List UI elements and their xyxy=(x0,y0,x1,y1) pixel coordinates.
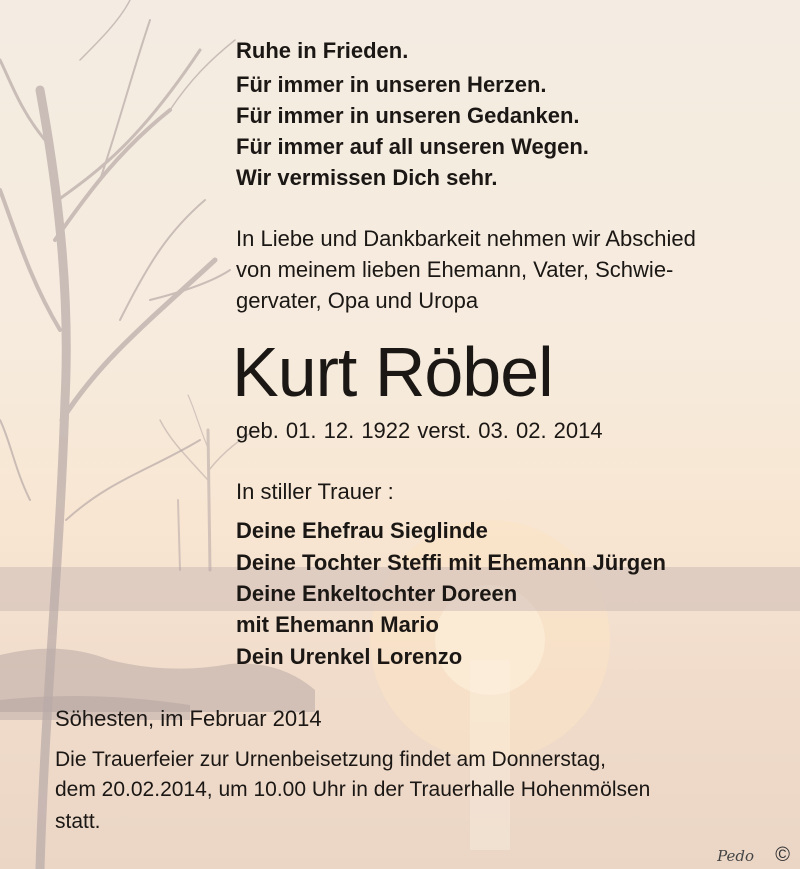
mourner-line-5: Dein Urenkel Lorenzo xyxy=(236,644,463,669)
mourner-line-3: Deine Enkeltochter Doreen xyxy=(236,581,518,606)
copyright-symbol: © xyxy=(775,844,790,866)
mourners-label: In stiller Trauer : xyxy=(236,479,394,504)
place-date: Söhesten, im Februar 2014 xyxy=(55,706,322,731)
verse-line-1: Ruhe in Frieden. xyxy=(236,38,409,63)
intro-line-3: gervater, Opa und Uropa xyxy=(236,288,479,313)
service-line-1: Die Trauerfeier zur Urnenbeisetzung findet am Donnerstag, xyxy=(55,748,606,771)
designer-signature: Pedo xyxy=(717,847,754,865)
intro-line-1: In Liebe und Dankbarkeit nehmen wir Abschied xyxy=(236,226,696,251)
deceased-name: Kurt Röbel xyxy=(232,333,553,411)
service-line-2: dem 20.02.2014, um 10.00 Uhr in der Trauerhalle Hohenmölsen xyxy=(55,778,651,801)
mourner-line-1: Deine Ehefrau Sieglinde xyxy=(236,518,488,543)
mourner-line-4: mit Ehemann Mario xyxy=(236,612,439,637)
verse-line-4: Für immer auf all unseren Wegen. xyxy=(236,134,589,159)
verse-line-3: Für immer in unseren Gedanken. xyxy=(236,103,580,128)
intro-line-2: von meinem lieben Ehemann, Vater, Schwie- xyxy=(236,257,674,282)
mourner-line-2: Deine Tochter Steffi mit Ehemann Jürgen xyxy=(236,550,666,575)
life-dates: geb. 01. 12. 1922 verst. 03. 02. 2014 xyxy=(236,418,603,443)
service-line-3: statt. xyxy=(55,810,101,833)
verse-line-5: Wir vermissen Dich sehr. xyxy=(236,165,498,190)
verse-line-2: Für immer in unseren Herzen. xyxy=(236,72,547,97)
